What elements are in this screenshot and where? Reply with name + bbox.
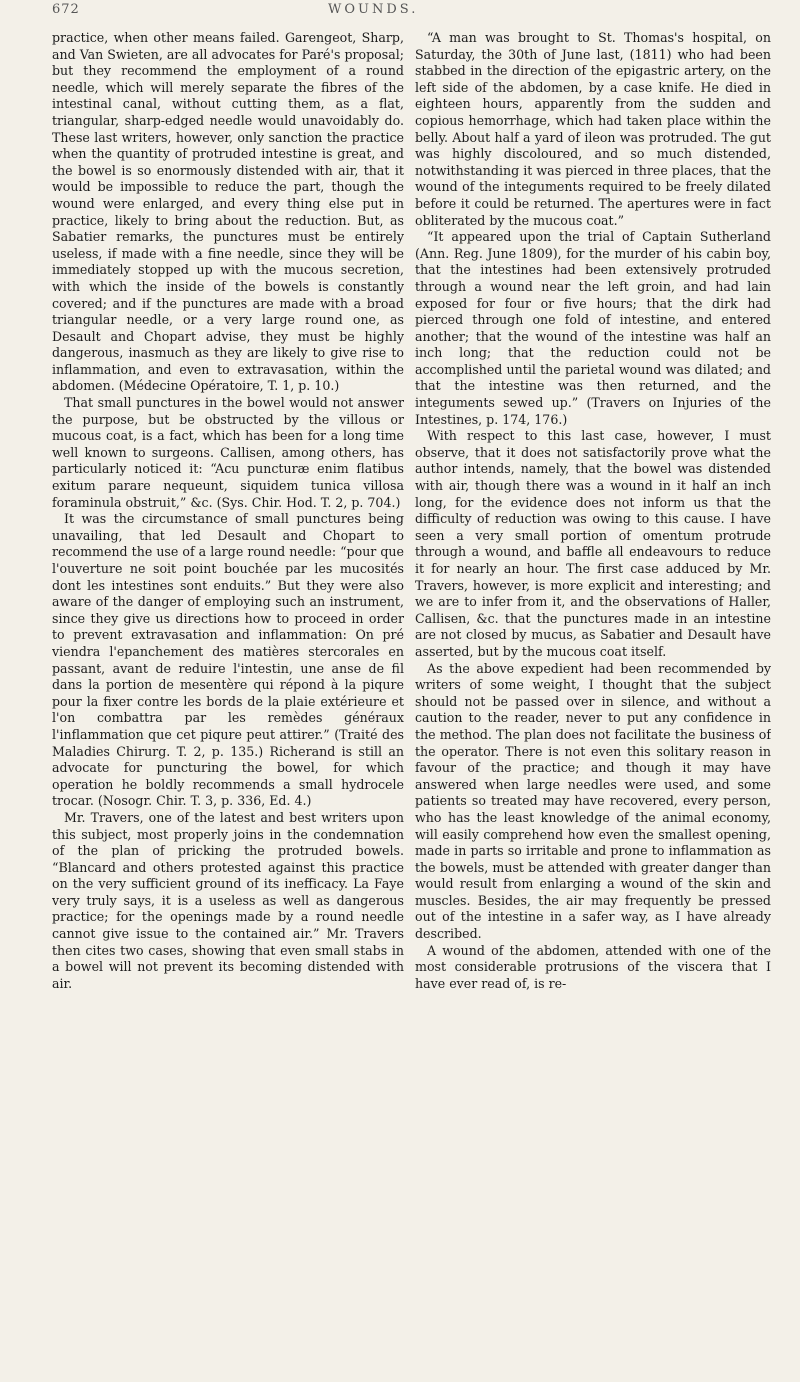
page-number: 672 bbox=[52, 2, 80, 17]
paragraph: That small punctures in the bowel would not answer the purpose, but be obstructed by the villous or mucous coat, is a fact, which has been for a long time well known to surgeons. Callisen, among others, has particularly noticed it: “Acu puncturæ enim flatibus exitum parare nequeunt, siquidem tunica villosa foraminula obstruit,” &c. (Sys. Chir. Hod. T. 2, p. 704.) bbox=[52, 395, 404, 510]
paragraph: “It appeared upon the trial of Captain Sutherland (Ann. Reg. June 1809), for the murder of his cabin boy, that the intestines had been extensively protruded through a wound near the left groin, and had lain exposed for four or five hours; that the dirk had pierced through one fold of intestine, and entered another; that the wound of the intestine was half an inch long; that the reduction could not be accomplished until the parietal wound was dilated; and that the intestine was then returned, and the integuments sewed up.” (Travers on Injuries of the Intestines, p. 174, 176.) bbox=[415, 229, 771, 427]
left-column bbox=[52, 30, 404, 1375]
paragraph: As the above expedient had been recommended by writers of some weight, I thought that the subject should not be passed over in silence, and without a caution to the reader, never to put any confidence in the method. The plan does not facilitate the business of the operator. There is not even this solitary reason in favour of the practice; and though it may have answered when large needles were used, and some patients so treated may have recovered, every person, who has the least knowledge of the animal economy, will easily comprehend how even the smallest opening, made in parts so irritable and prone to inflammation as the bowels, must be attended with greater danger than would result from enlarging a wound of the skin and muscles. Besides, the air may frequently be pressed out of the intestine in a safer way, as I have already described. bbox=[415, 660, 771, 942]
paragraph: “A man was brought to St. Thomas's hospital, on Saturday, the 30th of June last, (1811) who had been stabbed in the direction of the epigastric artery, on the left side of the abdomen, by a case knife. He died in eighteen hours, apparently from the sudden and copious hemorrhage, which had taken place within the belly. About half a yard of ileon was protruded. The gut was highly discoloured, and so much distended, notwithstanding it was pierced in three places, that the wound of the integuments required to be freely dilated before it could be returned. The apertures were in fact obliterated by the mucous coat.” bbox=[415, 30, 771, 228]
paragraph: practice, when other means failed. Garengeot, Sharp, and Van Swieten, are all advocates for Paré's proposal; but they recommend the employment of a round needle, which will merely separate the fibres of the intestinal canal, without cutting them, as a flat, triangular, sharp-edged needle would unavoidably do. These last writers, however, only sanction the practice when the quantity of protruded intestine is great, and the bowel is so enormously distended with air, that it would be impossible to reduce the part, though the wound were enlarged, and every thing else put in practice, likely to bring about the reduction. But, as Sabatier remarks, the punctures must be entirely useless, if made with a fine needle, since they will be immediately stopped up with the mucous secretion, with which the inside of the bowels is constantly covered; and if the punctures are made with a broad triangular needle, or a very large round one, as Desault and Chopart advise, they must be highly dangerous, inasmuch as they are likely to give rise to inflammation, and even to extravasation, within the abdomen. (Médecine Opératoire, T. 1, p. 10.) bbox=[52, 30, 404, 394]
paragraph: It was the circumstance of small punctures being unavailing, that led Desault and Chopart to recommend the use of a large round needle: “pour que l'ouverture ne soit point bouchée par les mucosités dont les intestines sont enduits.” But they were also aware of the danger of employing such an instrument, since they give us directions how to proceed in order to prevent extravasation and inflammation: On pré viendra l'epanchement des matières stercorales en passant, avant de reduire l'intestin, une anse de fil dans la portion de mesentère qui répond à la piqure pour la fixer contre les bords de la plaie extérieure et l'on combattra par les remèdes généraux l'inflammation que cet piqure peut attirer.” (Traité des Maladies Chirurg. T. 2, p. 135.) Richerand is still an advocate for puncturing the bowel, for which operation he boldly recommends a small hydrocele trocar. (Nosogr. Chir. T. 3, p. 336, Ed. 4.) bbox=[52, 511, 404, 809]
running-head: WOUNDS. bbox=[328, 2, 419, 17]
paragraph: A wound of the abdomen, attended with one of the most considerable protrusions of the viscera that I have ever read of, is re- bbox=[415, 942, 771, 991]
paragraph: With respect to this last case, however, I must observe, that it does not satisfactorily prove what the author intends, namely, that the bowel was distended with air, though there was a wound in it half an inch long, for the evidence does not inform us that the difficulty of reduction was owing to this cause. I have seen a very small portion of omentum protrude through a wound, and baffle all endeavours to reduce it for nearly an hour. The first case adduced by Mr. Travers, however, is more explicit and interesting; and we are to infer from it, and the observations of Haller, Callisen, &c. that the punctures made in an intestine are not closed by mucus, as Sabatier and Desault have asserted, but by the mucous coat itself. bbox=[415, 428, 771, 659]
paragraph: Mr. Travers, one of the latest and best writers upon this subject, most properly joins in the condemnation of the plan of pricking the protruded bowels. “Blancard and others protested against this practice on the very sufficient ground of its inefficacy. La Faye very truly says, it is a useless as well as dangerous practice; for the openings made by a round needle cannot give issue to the contained air.” Mr. Travers then cites two cases, showing that even small stabs in a bowel will not prevent its becoming distended with air. bbox=[52, 809, 404, 991]
right-column bbox=[415, 30, 771, 1375]
page-header bbox=[0, 2, 800, 22]
